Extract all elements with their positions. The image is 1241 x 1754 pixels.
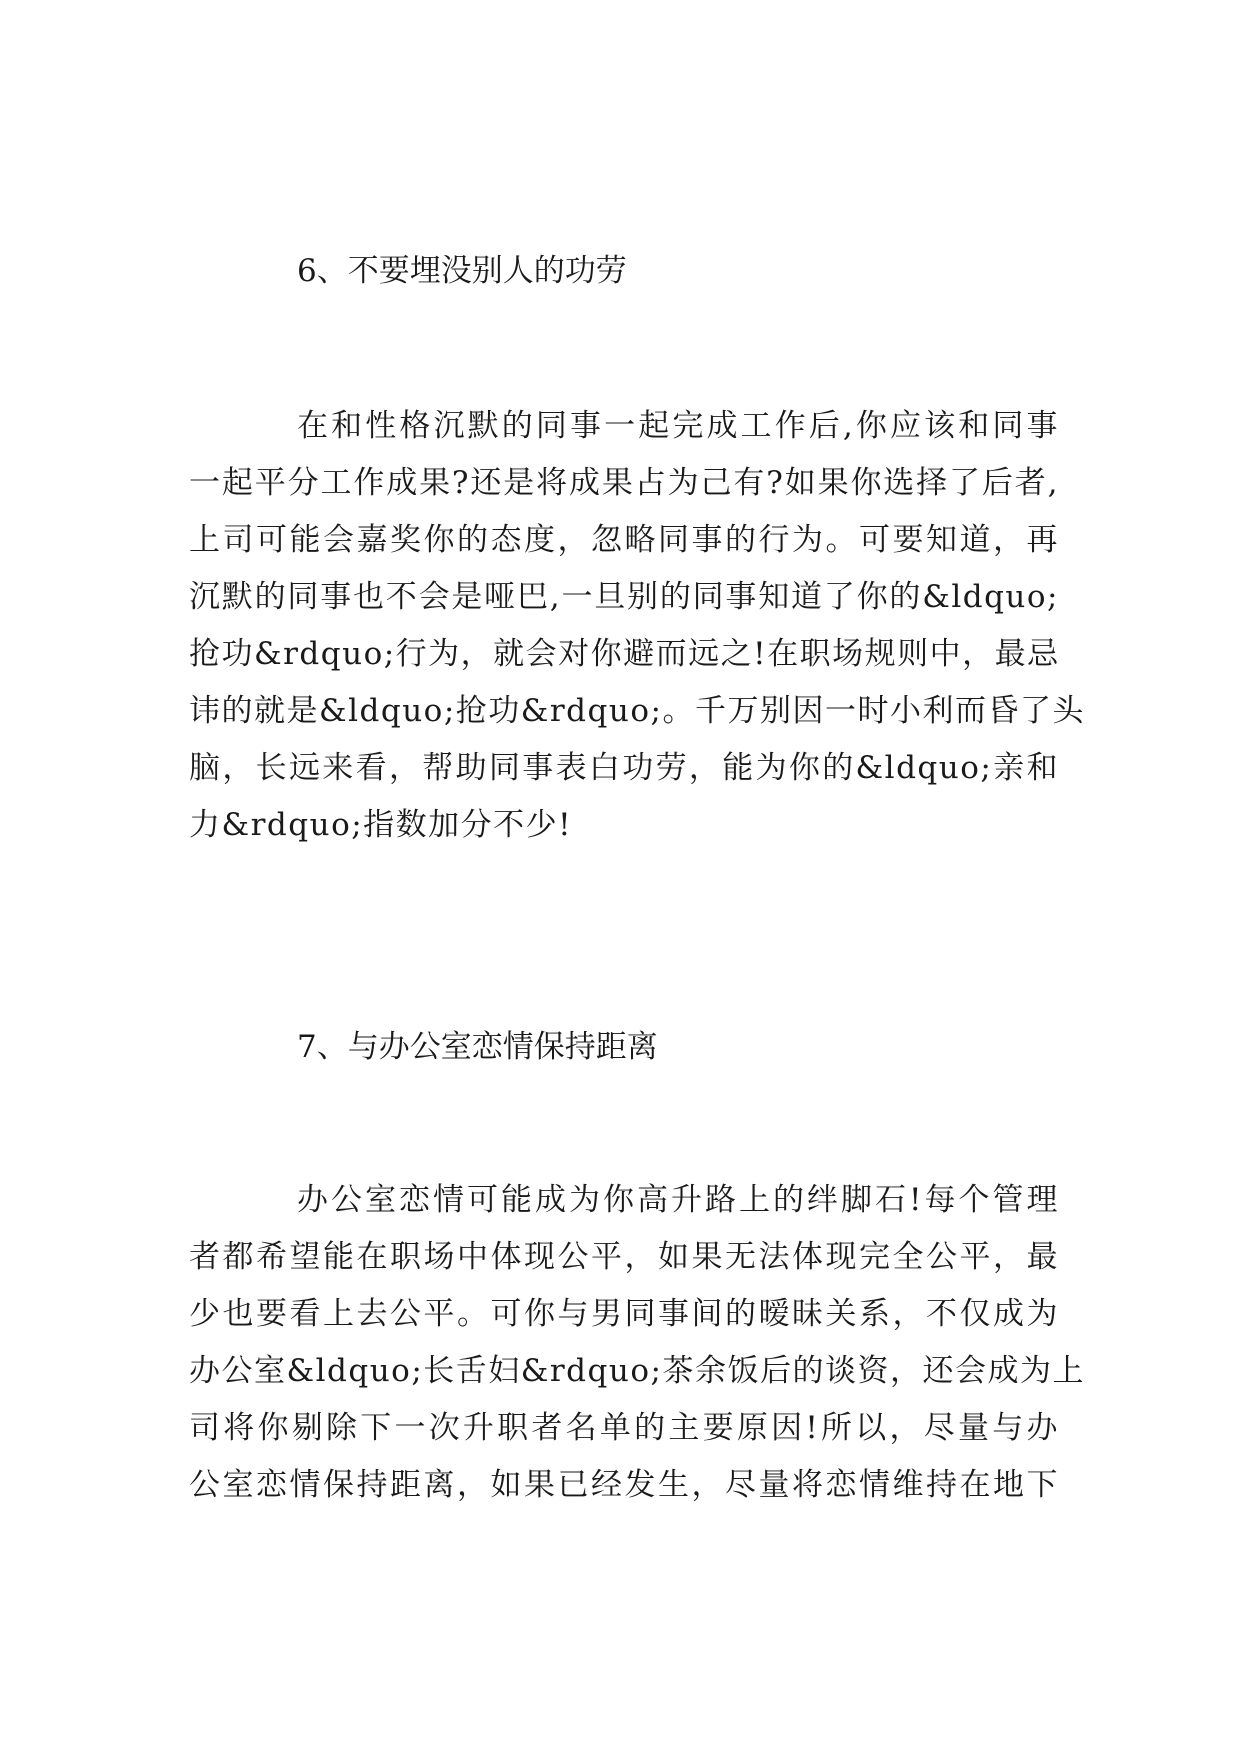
paragraph-line: 者都希望能在职场中体现公平，如果无法体现完全公平，最: [189, 1239, 1059, 1275]
paragraph-line: 公室恋情保持距离，如果已经发生，尽量将恋情维持在地下: [189, 1467, 1059, 1503]
paragraph-line: 力&rdquo;指数加分不少!: [189, 807, 573, 843]
paragraph-line: 脑，长远来看，帮助同事表白功劳，能为你的&ldquo;亲和: [189, 750, 1059, 786]
section-7-heading: 7、与办公室恋情保持距离: [297, 1029, 658, 1065]
paragraph-line: 办公室恋情可能成为你高升路上的绊脚石!每个管理: [297, 1182, 1059, 1218]
section-6-paragraph: [189, 398, 1085, 854]
paragraph-line: 在和性格沉默的同事一起完成工作后,你应该和同事: [297, 408, 1059, 444]
paragraph-line: 上司可能会嘉奖你的态度，忽略同事的行为。可要知道，再: [189, 522, 1059, 558]
paragraph-line: 少也要看上去公平。可你与男同事间的暧昧关系，不仅成为: [189, 1296, 1059, 1332]
section-6-heading: 6、不要埋没别人的功劳: [297, 253, 627, 289]
paragraph-line: 讳的就是&ldquo;抢功&rdquo;。千万别因一时小利而昏了头: [189, 693, 1085, 729]
paragraph-line: 一起平分工作成果?还是将成果占为己有?如果你选择了后者,: [189, 465, 1059, 501]
paragraph-line: 办公室&ldquo;长舌妇&rdquo;茶余饭后的谈资，还会成为上: [189, 1353, 1085, 1389]
paragraph-line: 沉默的同事也不会是哑巴,一旦别的同事知道了你的&ldquo;: [189, 579, 1059, 615]
section-7-paragraph: [189, 1172, 1085, 1514]
paragraph-line: 司将你剔除下一次升职者名单的主要原因!所以，尽量与办: [189, 1410, 1059, 1446]
paragraph-line: 抢功&rdquo;行为，就会对你避而远之!在职场规则中，最忌: [189, 636, 1060, 672]
